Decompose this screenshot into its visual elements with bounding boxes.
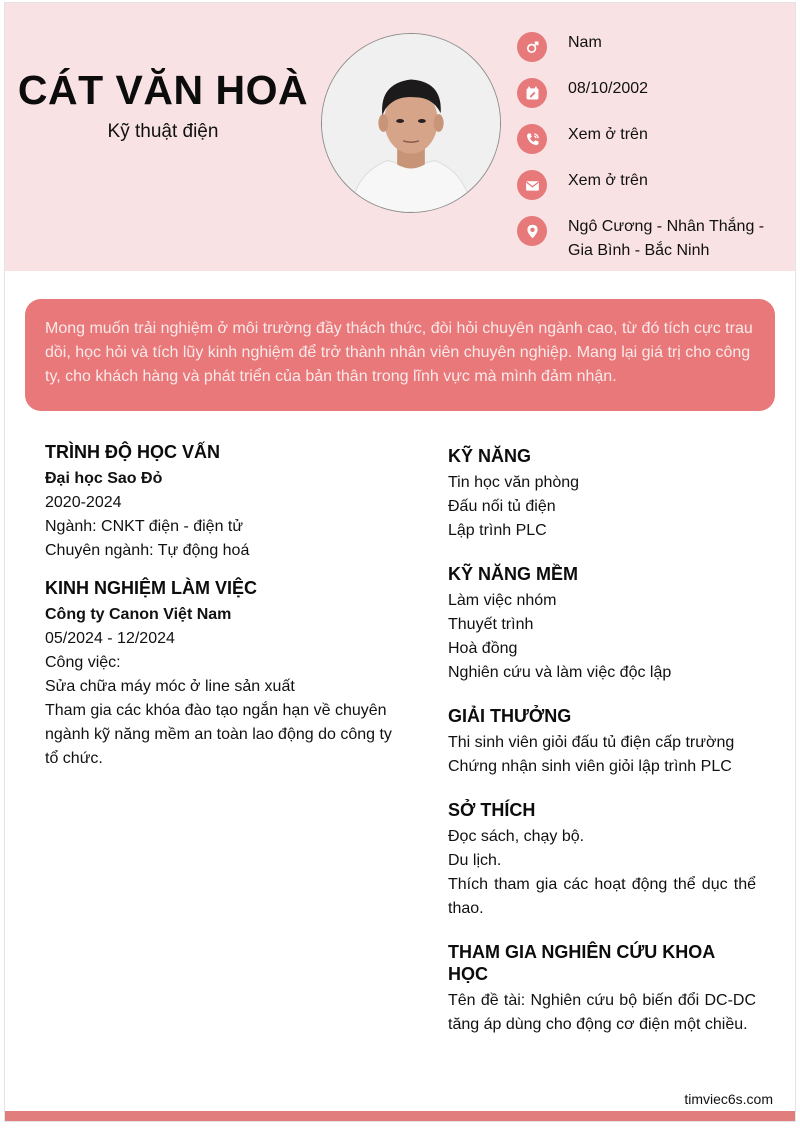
soft-skill-item: Thuyết trình bbox=[448, 616, 534, 633]
hobby-item: Du lịch. bbox=[448, 852, 502, 869]
research-topic: Tên đề tài: Nghiên cứu bộ biến đổi DC-DC tăng áp dùng cho động cơ điện một chiều. bbox=[448, 992, 756, 1033]
awards-section bbox=[448, 705, 756, 779]
skill-item: Lập trình PLC bbox=[448, 522, 547, 539]
location-icon bbox=[517, 216, 547, 246]
contact-list bbox=[517, 33, 793, 280]
school-name: Đại học Sao Đỏ bbox=[45, 470, 163, 487]
section-title: KỸ NĂNG bbox=[448, 446, 532, 466]
contact-phone bbox=[517, 125, 793, 154]
section-title: SỞ THÍCH bbox=[448, 800, 536, 820]
hobby-item: Đọc sách, chạy bộ. bbox=[448, 828, 585, 845]
education-major: Ngành: CNKT điện - điện tử bbox=[45, 518, 244, 535]
resume-page bbox=[4, 2, 796, 1122]
contact-text: Ngô Cương - Nhân Thắng - Gia Bình - Bắc Ninh bbox=[568, 218, 765, 259]
company-name: Công ty Canon Việt Nam bbox=[45, 606, 232, 623]
right-column bbox=[448, 445, 756, 1057]
section-title: KINH NGHIỆM LÀM VIỆC bbox=[45, 578, 258, 598]
research-section bbox=[448, 941, 756, 1037]
award-item: Thi sinh viên giỏi đấu tủ điện cấp trường bbox=[448, 734, 735, 751]
gender-icon bbox=[517, 32, 547, 62]
section-title: GIẢI THƯỞNG bbox=[448, 706, 572, 726]
soft-skill-item: Nghiên cứu và làm việc độc lập bbox=[448, 664, 672, 681]
skill-item: Đấu nối tủ điện bbox=[448, 498, 556, 515]
section-title: TRÌNH ĐỘ HỌC VẤN bbox=[45, 442, 220, 462]
experience-period: 05/2024 - 12/2024 bbox=[45, 630, 175, 647]
award-item: Chứng nhận sinh viên giỏi lập trình PLC bbox=[448, 758, 732, 775]
left-column bbox=[45, 441, 405, 785]
contact-gender bbox=[517, 33, 793, 62]
section-title: THAM GIA NGHIÊN CỨU KHOA HỌC bbox=[448, 942, 715, 984]
education-specialization: Chuyên ngành: Tự động hoá bbox=[45, 542, 250, 559]
hobbies-section bbox=[448, 799, 756, 921]
contact-text: 08/10/2002 bbox=[568, 80, 649, 97]
phone-icon bbox=[517, 124, 547, 154]
experience-section bbox=[45, 577, 405, 771]
education-period: 2020-2024 bbox=[45, 494, 122, 511]
skills-section bbox=[448, 445, 756, 543]
contact-text: Xem ở trên bbox=[568, 126, 648, 143]
email-icon bbox=[517, 170, 547, 200]
hobby-item: Thích tham gia các hoạt động thể dục thể thao. bbox=[448, 876, 756, 917]
career-objective: Mong muốn trải nghiệm ở môi trường đầy thách thức, đòi hỏi chuyên ngành cao, từ đó tích cực trau dồi, học hỏi và tích lũy kinh nghiệm để trở thành nhân viên chuyên nghiệp. Mang lại giá trị cho công ty, cho khách hàng và phát triển của bản thân trong lĩnh vực mà mình đảm nhận. bbox=[25, 299, 775, 411]
contact-text: Nam bbox=[568, 34, 602, 51]
contact-text: Xem ở trên bbox=[568, 172, 648, 189]
section-title: KỸ NĂNG MỀM bbox=[448, 564, 578, 584]
duty-item: Sửa chữa máy móc ở line sản xuất bbox=[45, 678, 295, 695]
skill-item: Tin học văn phòng bbox=[448, 474, 580, 491]
contact-birthdate bbox=[517, 79, 793, 108]
soft-skill-item: Hoà đồng bbox=[448, 640, 518, 657]
contact-address bbox=[517, 217, 793, 263]
soft-skills-section bbox=[448, 563, 756, 685]
contact-email bbox=[517, 171, 793, 200]
duty-item: Tham gia các khóa đào tạo ngắn hạn về chuyên ngành kỹ năng mềm an toàn lao động do công ty tổ chức. bbox=[45, 702, 392, 767]
job-title: Kỹ thuật điện bbox=[107, 121, 219, 142]
education-section bbox=[45, 441, 405, 563]
avatar-photo bbox=[322, 34, 500, 212]
footer-site: timviec6s.com bbox=[684, 1091, 773, 1107]
duties-label: Công việc: bbox=[45, 654, 121, 671]
soft-skill-item: Làm việc nhóm bbox=[448, 592, 557, 609]
avatar bbox=[321, 33, 501, 213]
candidate-name: CÁT VĂN HOÀ bbox=[17, 67, 309, 113]
header bbox=[5, 3, 796, 271]
footer-bar bbox=[5, 1111, 796, 1122]
calendar-icon bbox=[517, 78, 547, 108]
